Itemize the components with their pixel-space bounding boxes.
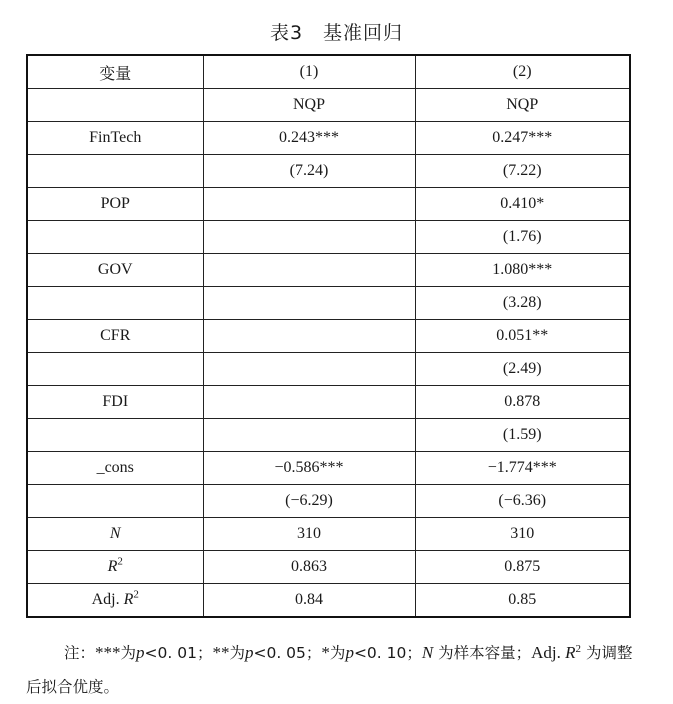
stat-col1: 0.84 [203, 584, 415, 618]
stat-col2: 0.85 [415, 584, 630, 618]
col1-cell [203, 386, 415, 419]
variable-cell [27, 419, 203, 452]
note-stars-1: *** [95, 643, 121, 663]
col1-cell [203, 188, 415, 221]
stat-col2: 0.875 [415, 551, 630, 584]
stat-col2: 310 [415, 518, 630, 551]
col2-cell: 1.080*** [415, 254, 630, 287]
col2-cell: (−6.36) [415, 485, 630, 518]
dependent-variable-row [27, 89, 630, 122]
note-text-2: 为 [229, 644, 245, 663]
variable-cell: _cons [27, 452, 203, 485]
note-p-3: p [345, 643, 354, 663]
column-2-header: (2) [415, 55, 630, 89]
col2-cell: (7.22) [415, 155, 630, 188]
variable-cell: FDI [27, 386, 203, 419]
note-val-2: <0. 05； [253, 644, 322, 663]
variable-cell [27, 221, 203, 254]
col1-cell [203, 353, 415, 386]
coefficient-row [27, 254, 630, 287]
note-p-2: p [244, 643, 254, 663]
t-statistic-row [27, 287, 630, 320]
dependent-col1: NQP [203, 89, 415, 122]
adj-r2-row [27, 584, 630, 618]
coefficient-row [27, 188, 630, 221]
table-header-row [27, 55, 630, 89]
note-text-1: 为 [120, 644, 137, 663]
stat-col1: 0.863 [203, 551, 415, 584]
stat-label [27, 551, 203, 584]
col2-cell: (1.76) [415, 221, 630, 254]
col2-cell: −1.774*** [415, 452, 630, 485]
coefficient-row [27, 452, 630, 485]
variable-cell [27, 485, 203, 518]
note-n-text: 为样本容量； [433, 644, 532, 663]
col2-cell: 0.878 [415, 386, 630, 419]
note-r-superscript: 2 [575, 643, 582, 655]
r2-superscript: 2 [117, 555, 123, 568]
t-statistic-row [27, 419, 630, 452]
col1-cell [203, 221, 415, 254]
note-adj: Adj. [531, 643, 566, 663]
n-row [27, 518, 630, 551]
col2-cell: (1.59) [415, 419, 630, 452]
note-stars-3: * [321, 643, 330, 663]
col2-cell: 0.051** [415, 320, 630, 353]
note-text-3: 为 [329, 644, 346, 663]
note-prefix: 注： [64, 644, 96, 663]
r2-row [27, 551, 630, 584]
variable-cell [27, 155, 203, 188]
t-statistic-row [27, 155, 630, 188]
note-r-symbol: R [565, 643, 576, 663]
note-end-text: 为调整后拟合优度。 [26, 644, 633, 697]
n-label: N [109, 525, 121, 542]
col1-cell: 0.243*** [203, 122, 415, 155]
col1-cell: (−6.29) [203, 485, 415, 518]
dependent-label [27, 89, 203, 122]
note-val-3: <0. 10； [353, 644, 422, 663]
col2-cell: (2.49) [415, 353, 630, 386]
adj-r2-superscript: 2 [133, 588, 139, 601]
col2-cell: (3.28) [415, 287, 630, 320]
col2-cell: 0.410* [415, 188, 630, 221]
variable-column-header: 变量 [27, 55, 203, 89]
variable-cell: FinTech [27, 122, 203, 155]
col1-cell: (7.24) [203, 155, 415, 188]
adj-r2-label: R [123, 591, 134, 608]
coefficient-row [27, 386, 630, 419]
col1-cell: −0.586*** [203, 452, 415, 485]
note-p-1: p [136, 643, 145, 663]
regression-table [26, 54, 631, 618]
t-statistic-row [27, 353, 630, 386]
variable-cell: CFR [27, 320, 203, 353]
dependent-col2: NQP [415, 89, 630, 122]
stat-label [27, 518, 203, 551]
coefficient-row [27, 122, 630, 155]
note-stars-2: ** [212, 643, 230, 663]
col1-cell [203, 254, 415, 287]
column-1-header: (1) [203, 55, 415, 89]
adj-prefix: Adj. [91, 591, 124, 608]
variable-cell: GOV [27, 254, 203, 287]
table-note [26, 632, 636, 704]
col1-cell [203, 320, 415, 353]
table-title: 表3 基准回归 [269, 22, 404, 44]
note-val-1: <0. 01； [144, 644, 213, 663]
variable-cell [27, 287, 203, 320]
col1-cell [203, 419, 415, 452]
col2-cell: 0.247*** [415, 122, 630, 155]
coefficient-row [27, 320, 630, 353]
col1-cell [203, 287, 415, 320]
stat-label [27, 584, 203, 618]
variable-cell: POP [27, 188, 203, 221]
t-statistic-row [27, 221, 630, 254]
note-n-symbol: N [421, 643, 434, 663]
stat-col1: 310 [203, 518, 415, 551]
r2-label: R [107, 558, 118, 575]
t-statistic-row [27, 485, 630, 518]
variable-cell [27, 353, 203, 386]
